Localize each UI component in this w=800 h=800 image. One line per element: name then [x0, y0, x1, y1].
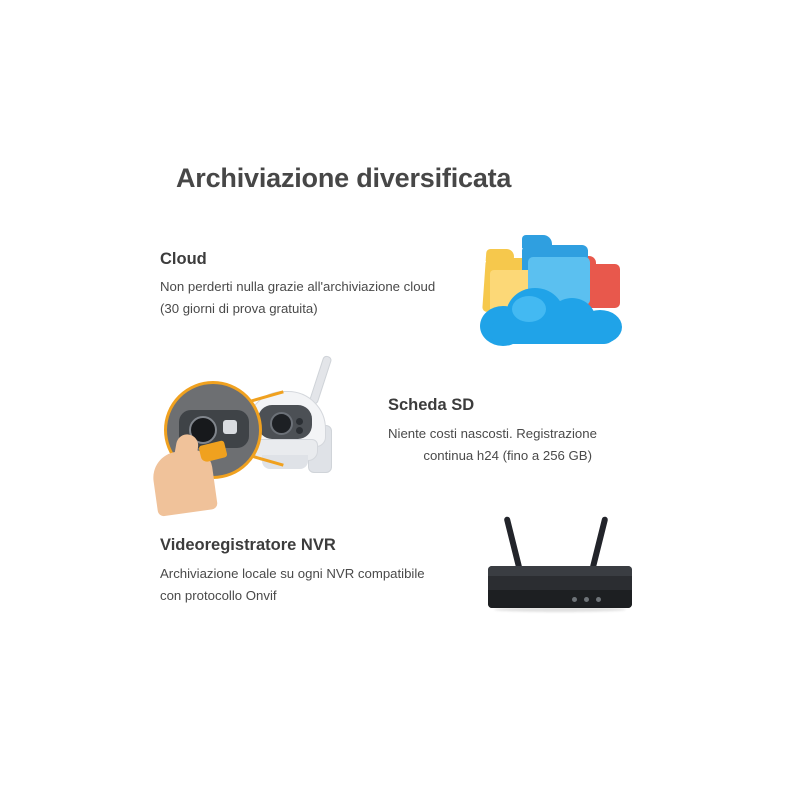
section-body-sd-card: [388, 423, 597, 467]
nvr-status-led-icon: [584, 597, 589, 602]
nvr-recorder-icon: [480, 510, 650, 625]
cloud-folders-icon: [478, 240, 633, 340]
cloud-body-line-1: Non perderti nulla grazie all'archiviazione cloud: [160, 279, 436, 294]
sd-body-line-1: Niente costi nascosti. Registrazione: [388, 426, 597, 441]
section-title-nvr: Videoregistratore NVR: [160, 536, 336, 554]
sd-body-line-2: continua h24 (fino a 256 GB): [423, 448, 592, 463]
section-body-nvr: [160, 563, 425, 607]
cloud-body-line-2: (30 giorni di prova gratuita): [160, 301, 318, 316]
ptz-camera-sd-slot-icon: [150, 355, 380, 515]
page-title: Archiviazione diversificata: [176, 163, 512, 193]
section-title-cloud: Cloud: [160, 250, 207, 268]
nvr-front-panel-icon: [488, 590, 632, 608]
camera-led-icon: [296, 427, 303, 434]
camera-antenna-icon: [308, 355, 332, 405]
nvr-top-panel-icon: [488, 566, 632, 576]
section-title-sd-card: Scheda SD: [388, 396, 475, 414]
camera-lens-icon: [270, 412, 293, 435]
section-body-cloud: [160, 276, 435, 320]
cloud-icon: [478, 284, 626, 340]
nvr-antenna-right-icon: [590, 516, 609, 570]
nvr-status-led-icon: [572, 597, 577, 602]
nvr-shadow: [494, 607, 626, 612]
nvr-body-line-2: con protocollo Onvif: [160, 588, 277, 603]
nvr-status-led-icon: [596, 597, 601, 602]
camera-led-icon: [296, 418, 303, 425]
nvr-body-line-1: Archiviazione locale su ogni NVR compatibile: [160, 566, 425, 581]
nvr-antenna-left-icon: [504, 516, 523, 570]
